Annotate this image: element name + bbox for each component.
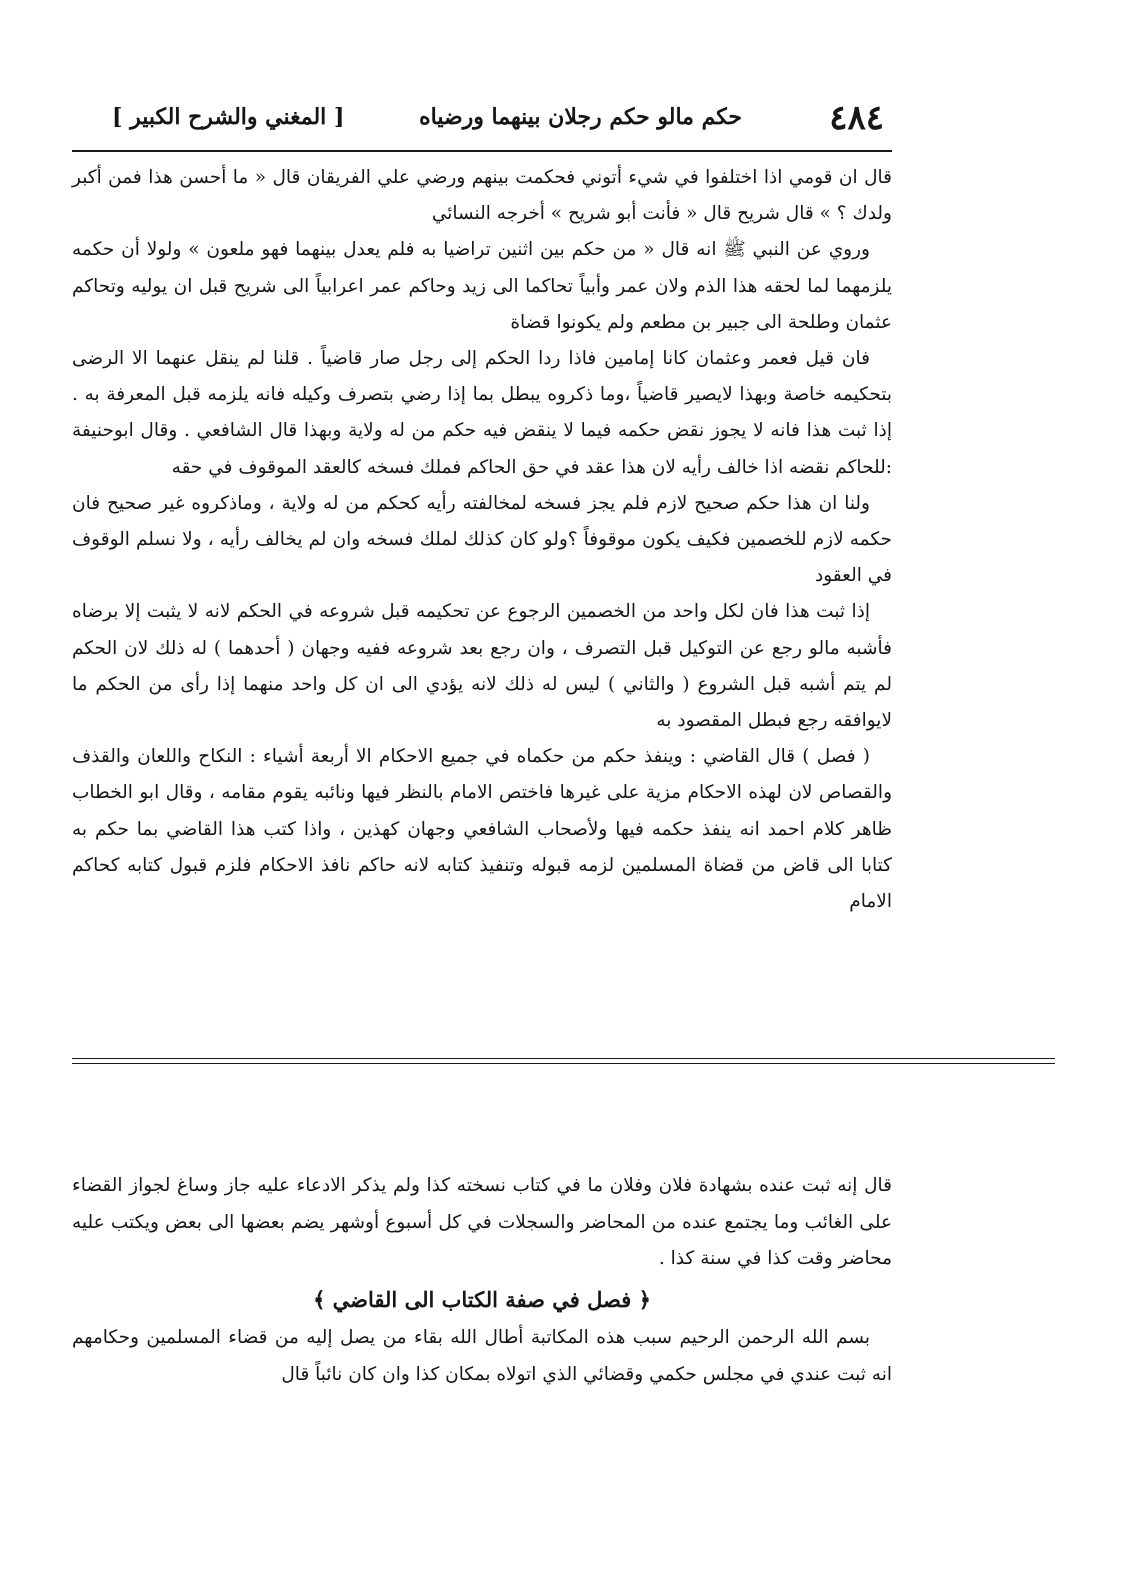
commentary-section bbox=[72, 1168, 892, 1393]
page-number: ٤٨٤ bbox=[829, 98, 884, 138]
header-rule bbox=[72, 150, 892, 152]
book-title: [ المغني والشرح الكبير ] bbox=[112, 104, 345, 130]
paragraph: ولنا ان هذا حكم صحيح لازم فلم يجز فسخه لمخالفته رأيه كحكم من له ولاية ، وماذكروه غير صحيح فان حكمه لازم للخصمين فكيف يكون موقوفاً ؟ولو كان كذلك لملك فسخه وان لم يخالف رأيه ، ولا نسلم الوقوف في العقود bbox=[72, 492, 892, 587]
commentary-paragraph: بسم الله الرحمن الرحيم سبب هذه المكاتبة أطال الله بقاء من يصل إليه من قضاء المسلمين وحكامهم انه ثبت عندي في مجلس حكمي وقضائي الذي اتولاه بمكان كذا وان كان نائباً قال bbox=[72, 1327, 892, 1385]
paragraph: فان قيل فعمر وعثمان كانا إمامين فاذا ردا الحكم إلى رجل صار قاضياً . قلنا لم ينقل عنهما الا الرضى بتحكيمه خاصة وبهذا لايصير قاضياً ،وما ذكروه يبطل بما إذا رضي بتصرف وكيله فانه يلزمه قبل المعرفة به . إذا ثبت هذا فانه لا يجوز نقض حكمه فيما لا ينقض فيه حكم من له ولاية وبهذا قال الشافعي . وقال ابوحنيفة :للحاكم نقضه اذا خالف رأيه لان هذا عقد في حق الحاكم فملك فسخه كالعقد الموقوف في حقه bbox=[72, 348, 892, 478]
page bbox=[72, 96, 892, 1385]
paragraph: قال ان قومي اذا اختلفوا في شيء أتوني فحكمت بينهم ورضي علي الفريقان قال « ما أحسن هذا فمن أكبر ولدك ؟ » قال شريح قال « فأنت أبو شريح » أخرجه النسائي bbox=[72, 167, 892, 225]
section-divider bbox=[72, 1058, 1055, 1064]
paragraph: وروي عن النبي ﷺ انه قال « من حكم بين اثنين تراضيا به فلم يعدل بينهما فهو ملعون » ولولا أن حكمه يلزمهما لما لحقه هذا الذم ولان عمر وأبياً تحاكما الى زيد وحاكم عمر اعرابياً الى شريح قبل ان يوليه وتحاكم عثمان وطلحة الى جبير بن مطعم ولم يكونوا قضاة bbox=[72, 239, 892, 333]
commentary-paragraph: قال إنه ثبت عنده بشهادة فلان وفلان ما في كتاب نسخته كذا ولم يذكر الادعاء عليه جاز وساغ لجواز القضاء على الغائب وما يجتمع عنده من المحاضر والسجلات في كل أسبوع أوشهر يضم بعضها الى بعض ويكتب عليه محاضر وقت كذا في سنة كذا . bbox=[72, 1175, 892, 1269]
running-title: حكم مالو حكم رجلان بينهما ورضياه bbox=[419, 104, 742, 130]
paragraph: إذا ثبت هذا فان لكل واحد من الخصمين الرجوع عن تحكيمه قبل شروعه في الحكم لانه لا يثبت إلا برضاه فأشبه مالو رجع عن التوكيل قبل التصرف ، وان رجع بعد شروعه ففيه وجهان ( أحدهما ) له ذلك لان الحكم لم يتم أشبه قبل الشروع ( والثاني ) ليس له ذلك لانه يؤدي الى ان كل واحد منهما إذا رأى من الحكم ما لايوافقه رجع فبطل المقصود به bbox=[72, 601, 892, 732]
page-header bbox=[72, 96, 892, 148]
section-heading: ﴿ فصل في صفة الكتاب الى القاضي ﴾ bbox=[313, 1286, 651, 1312]
paragraph: ( فصل ) قال القاضي : وينفذ حكم من حكماه في جميع الاحكام الا أربعة أشياء : النكاح واللعان والقذف والقصاص لان لهذه الاحكام مزية على غيرها فاختص الامام بالنظر فيها ونائبه يقوم مقامه ، وقال ابو الخطاب ظاهر كلام احمد انه ينفذ حكمه فيها ولأصحاب الشافعي وجهان كهذين ، واذا كتب هذا القاضي بما حكم به كتابا الى قاض من قضاة المسلمين لزمه قبوله وتنفيذ كتابه لانه حاكم نافذ الاحكام فلزم قبول كتابه كحاكم الامام bbox=[72, 746, 892, 913]
main-text bbox=[72, 160, 892, 920]
